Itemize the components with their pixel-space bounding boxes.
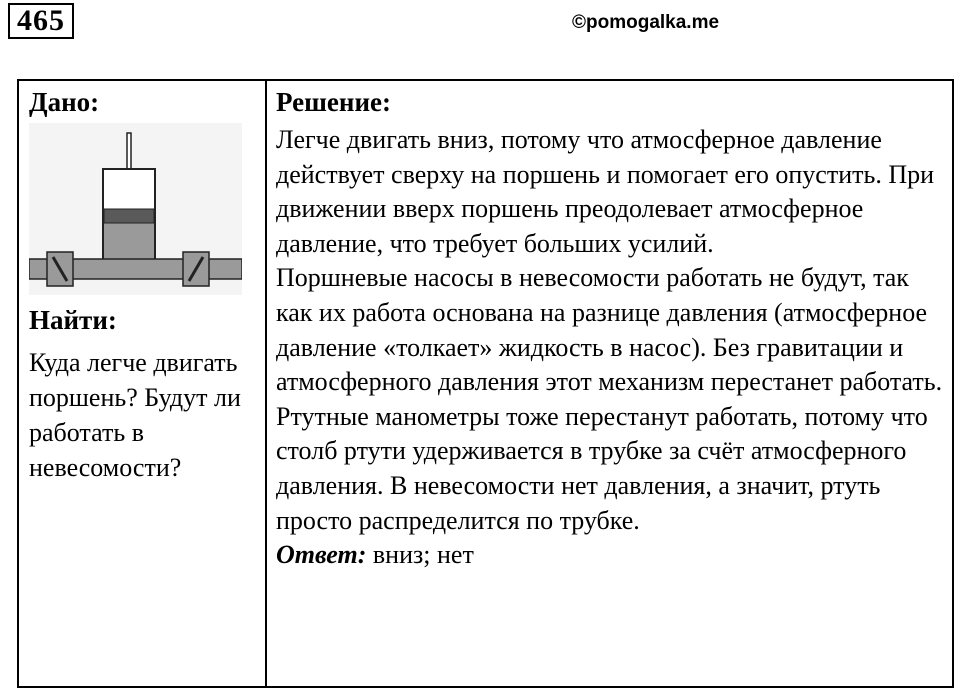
solution-heading: Решение: <box>276 87 391 117</box>
given-heading: Дано: <box>29 87 100 117</box>
answer-line <box>276 538 948 573</box>
solution-column <box>276 85 948 573</box>
solution-paragraph-3: Ртутные манометры тоже перестанут работать, потому что столб ртути удерживается в трубке за счёт атмосферного давления. В невесомости нет давления, а значит, ртуть просто распределится по трубке. <box>276 401 928 535</box>
find-heading: Найти: <box>29 305 117 335</box>
piston-pump-diagram <box>29 123 242 295</box>
answer-text: вниз; нет <box>366 540 474 570</box>
problem-number: 465 <box>8 3 74 39</box>
column-divider <box>265 81 267 686</box>
site-watermark: ©pomogalka.me <box>572 12 720 33</box>
piston-pump-illustration <box>29 123 242 295</box>
solution-text <box>276 123 948 573</box>
answer-label: Ответ: <box>276 540 367 570</box>
find-question: Куда легче двигать поршень? Будут ли работать в невесомости? <box>29 348 241 482</box>
given-column <box>29 85 259 485</box>
solution-paragraph-1: Легче двигать вниз, потому что атмосферное давление действует сверху на поршень и помогает его опустить. При движении вверх поршень преодолевает атмосферное давление, что требует больших усилий. <box>276 125 935 258</box>
solution-table <box>17 79 954 688</box>
solution-paragraph-2: Поршневые насосы в невесомости работать не будут, так как их работа основана на разнице давления (атмосферное давление «толкает» жидкость в насос). Без гравитации и атмосферного давления этот механизм перестанет работать. <box>276 263 943 397</box>
